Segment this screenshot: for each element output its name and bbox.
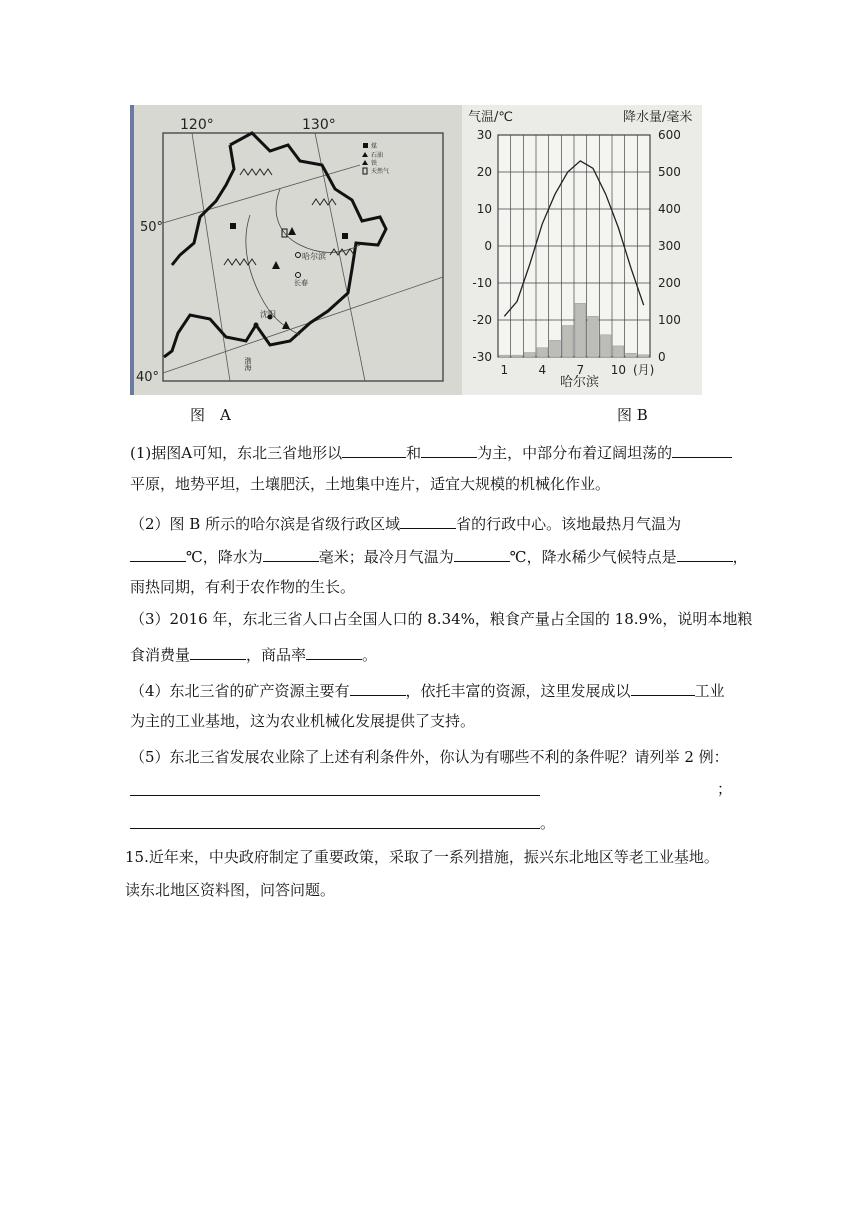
q3-blank-1[interactable] xyxy=(190,645,246,660)
lon-120-label: 120° xyxy=(180,117,214,133)
y-right-tick-label: 200 xyxy=(658,276,681,290)
y-left-tick-label: 30 xyxy=(476,128,492,142)
chart-title: 哈尔滨 xyxy=(560,375,600,390)
city-shenyang-label: 沈阳 xyxy=(260,310,276,319)
question-5-line-1: （5）东北三省发展农业除了上述有利条件外，你认为有哪些不利的条件呢？请列举 2 例： xyxy=(130,748,729,766)
q3-text-d: 。 xyxy=(362,646,378,664)
q2-blank-4[interactable] xyxy=(454,547,510,562)
y-right-tick-label: 300 xyxy=(658,239,681,253)
q5-semicolon: ； xyxy=(717,780,733,798)
q4-text-b: ，依托丰富的资源，这里发展成以 xyxy=(405,682,631,700)
q4-blank-1[interactable] xyxy=(350,681,406,696)
x-tick-label: 10 xyxy=(610,363,626,377)
y-left-tick-label: -30 xyxy=(472,350,492,364)
lat-50-label: 50° xyxy=(140,220,164,235)
precipitation-bar xyxy=(562,326,573,357)
city-harbin-label: 哈尔滨 xyxy=(302,252,326,261)
question-2-line-3: 雨热同期，有利于农作物的生长。 xyxy=(130,578,356,596)
q2-blank-3[interactable] xyxy=(263,547,319,562)
q1-text-a: (1)据图A可知，东北三省地形以 xyxy=(130,444,343,462)
figure-b-caption: 图 B xyxy=(617,406,648,424)
q2-blank-5[interactable] xyxy=(677,547,733,562)
lon-130-label: 130° xyxy=(302,117,336,133)
question-1-line-1 xyxy=(130,443,730,461)
precipitation-bar xyxy=(550,340,561,357)
q2-text-b: 省的行政中心。该地最热月气温为 xyxy=(456,515,682,533)
x-tick-label: 1 xyxy=(500,363,509,377)
q5-period: 。 xyxy=(540,814,556,832)
x-tick-label: 4 xyxy=(538,363,547,377)
y-right-tick-label: 600 xyxy=(658,128,681,142)
y-left-axis-label: 气温/℃ xyxy=(468,110,513,125)
q2-text-d: 毫米；最冷月气温为 xyxy=(318,548,454,566)
precipitation-bar xyxy=(626,353,637,357)
q4-blank-2[interactable] xyxy=(631,681,695,696)
y-left-tick-label: 20 xyxy=(476,165,492,179)
y-left-tick-label: 10 xyxy=(476,202,492,216)
precipitation-bar xyxy=(638,355,649,357)
y-right-tick-label: 400 xyxy=(658,202,681,216)
y-left-tick-label: -10 xyxy=(472,276,492,290)
precipitation-bar xyxy=(613,346,624,357)
question-15-line-1: 15.近年来，中央政府制定了重要政策，采取了一系列措施，振兴东北地区等老工业基地。 xyxy=(125,848,719,866)
chart-grid xyxy=(498,135,650,357)
q2-text-a: （2）图 B 所示的哈尔滨是省级行政区域 xyxy=(130,515,401,533)
q1-text-c: 为主，中部分布着辽阔坦荡的 xyxy=(477,444,673,462)
x-tick-label: 7 xyxy=(576,363,585,377)
y-left-tick-label: -20 xyxy=(472,313,492,327)
climate-chart-svg xyxy=(462,105,702,395)
q1-blank-1[interactable] xyxy=(342,443,406,458)
figure-a-caption: 图 A xyxy=(190,406,231,424)
precipitation-bar xyxy=(575,303,586,357)
q1-blank-2[interactable] xyxy=(421,443,477,458)
q4-text-a: （4）东北三省的矿产资源主要有 xyxy=(130,682,350,700)
question-4-line-1 xyxy=(130,681,730,699)
q2-blank-1[interactable] xyxy=(400,514,456,529)
q3-blank-2[interactable] xyxy=(306,645,362,660)
question-1-line-2: 平原，地势平坦，土壤肥沃，土地集中连片，适宜大规模的机械化作业。 xyxy=(130,475,611,493)
lat-40-label: 40° xyxy=(136,370,160,385)
precipitation-bar xyxy=(588,316,599,357)
q3-text-c: ，商品率 xyxy=(246,646,307,664)
legend-oil: 石油 xyxy=(371,152,384,159)
sea-label: 渤海 xyxy=(244,357,252,371)
q2-text-e: ℃，降水稀少气候特点是 xyxy=(509,548,677,566)
q1-blank-3[interactable] xyxy=(672,443,732,458)
figure-b-climate-chart xyxy=(462,105,702,395)
y-right-tick-label: 500 xyxy=(658,165,681,179)
legend-gas: 天然气 xyxy=(371,168,390,175)
question-2-line-2 xyxy=(130,547,748,566)
q1-text-b: 和 xyxy=(406,444,422,462)
figure-a-map xyxy=(130,105,463,395)
precipitation-bar xyxy=(499,355,510,357)
q2-blank-2[interactable] xyxy=(130,547,186,562)
q2-text-f: ， xyxy=(732,548,748,566)
precipitation-bar xyxy=(537,348,548,357)
precipitation-bar xyxy=(512,355,523,357)
q3-text-b: 食消费量 xyxy=(130,646,191,664)
y-right-axis-label: 降水量/毫米 xyxy=(623,110,693,125)
precipitation-bar xyxy=(600,335,611,357)
question-3-line-1: （3）2016 年，东北三省人口占全国人口的 8.34%，粮食产量占全国的 18.9%，说明本地粮 xyxy=(130,610,753,628)
question-3-line-2 xyxy=(130,645,730,663)
city-changchun-label: 长春 xyxy=(294,279,308,287)
y-left-tick-label: 0 xyxy=(484,239,492,253)
q5-answer-line-2[interactable] xyxy=(130,828,540,829)
y-right-tick-label: 100 xyxy=(658,313,681,327)
q2-text-c: ℃，降水为 xyxy=(186,548,263,566)
y-right-tick-label: 0 xyxy=(658,350,666,364)
q4-text-c: 工业 xyxy=(694,682,725,700)
question-2-line-1 xyxy=(130,514,730,532)
legend-coal: 煤 xyxy=(371,143,378,150)
legend-iron: 铁 xyxy=(371,160,378,167)
map-svg xyxy=(130,105,463,395)
question-4-line-2: 为主的工业基地，这为农业机械化发展提供了支持。 xyxy=(130,712,476,730)
precipitation-bar xyxy=(524,353,535,357)
x-tick-label: (月) xyxy=(632,363,655,377)
q5-answer-line-1[interactable] xyxy=(130,795,540,796)
question-15-line-2: 读东北地区资料图，问答问题。 xyxy=(125,881,336,899)
